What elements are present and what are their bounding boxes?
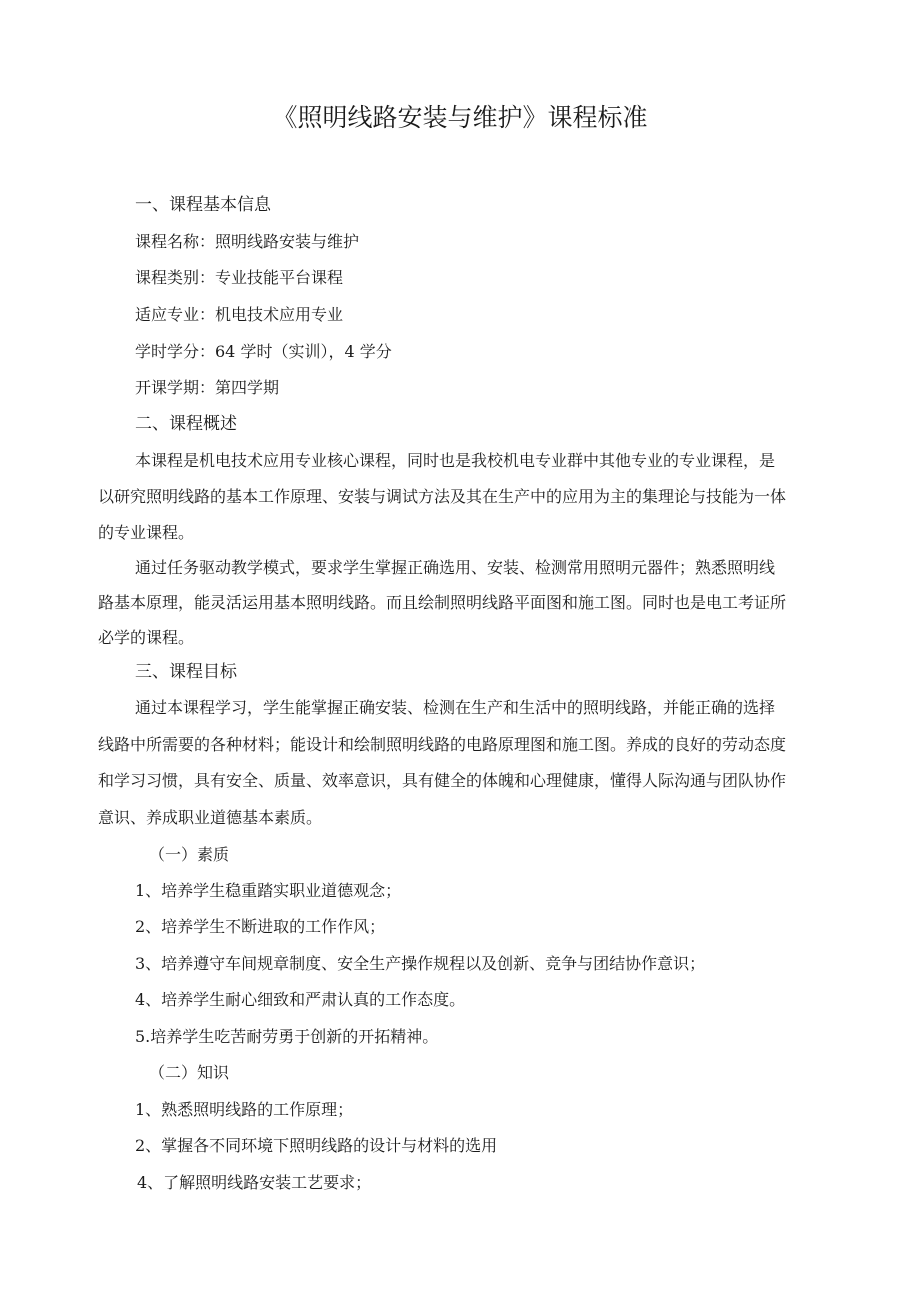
- course-category: 课程类别：专业技能平台课程: [135, 268, 344, 287]
- quality-heading: （一）素质: [149, 845, 230, 864]
- document-title: 《照明线路安装与维护》课程标准: [272, 103, 648, 132]
- quality-item-3: 3、培养遵守车间规章制度、安全生产操作规程以及创新、竞争与团结协作意识；: [135, 954, 706, 973]
- overview-p2-line3: 必学的课程。: [98, 628, 195, 647]
- section3-heading: 三、课程目标: [135, 662, 237, 682]
- course-name: 课程名称：照明线路安装与维护: [135, 232, 360, 251]
- overview-p2-line2: 路基本原理，能灵活运用基本照明线路。而且绘制照明线路平面图和施工图。同时也是电工考证所: [98, 593, 787, 612]
- knowledge-item-3: 4、了解照明线路安装工艺要求；: [137, 1173, 372, 1192]
- knowledge-heading: （二）知识: [149, 1063, 230, 1082]
- goals-p1-line2: 线路中所需要的各种材料；能设计和绘制照明线路的电路原理图和施工图。养成的良好的劳动态度: [98, 735, 787, 754]
- quality-item-4: 4、培养学生耐心细致和严肃认真的工作态度。: [135, 990, 466, 1009]
- overview-p1-line2: 以研究照明线路的基本工作原理、安装与调试方法及其在生产中的应用为主的集理论与技能为一体: [98, 487, 787, 506]
- section1-heading: 一、课程基本信息: [135, 195, 271, 215]
- goals-p1-line1: 通过本课程学习，学生能掌握正确安装、检测在生产和生活中的照明线路，并能正确的选择: [135, 698, 776, 717]
- overview-p2-line1: 通过任务驱动教学模式，要求学生掌握正确选用、安装、检测常用照明元器件；熟悉照明线: [135, 558, 776, 577]
- course-semester: 开课学期：第四学期: [135, 378, 280, 397]
- quality-item-5: 5.培养学生吃苦耐劳勇于创新的开拓精神。: [135, 1027, 439, 1046]
- overview-p1-line1: 本课程是机电技术应用专业核心课程，同时也是我校机电专业群中其他专业的专业课程，是: [135, 451, 776, 470]
- section2-heading: 二、课程概述: [135, 414, 237, 434]
- overview-p1-line3: 的专业课程。: [98, 523, 195, 542]
- knowledge-item-1: 1、熟悉照明线路的工作原理；: [135, 1100, 354, 1119]
- goals-p1-line4: 意识、养成职业道德基本素质。: [98, 808, 323, 827]
- course-hours: 学时学分：64 学时（实训），4 学分: [135, 342, 392, 361]
- quality-item-1: 1、培养学生稳重踏实职业道德观念；: [135, 881, 402, 900]
- knowledge-item-2: 2、掌握各不同环境下照明线路的设计与材料的选用: [135, 1136, 498, 1155]
- course-major: 适应专业：机电技术应用专业: [135, 305, 344, 324]
- goals-p1-line3: 和学习习惯，具有安全、质量、效率意识，具有健全的体魄和心理健康，懂得人际沟通与团队协作: [98, 771, 787, 790]
- quality-item-2: 2、培养学生不断进取的工作作风；: [135, 917, 386, 936]
